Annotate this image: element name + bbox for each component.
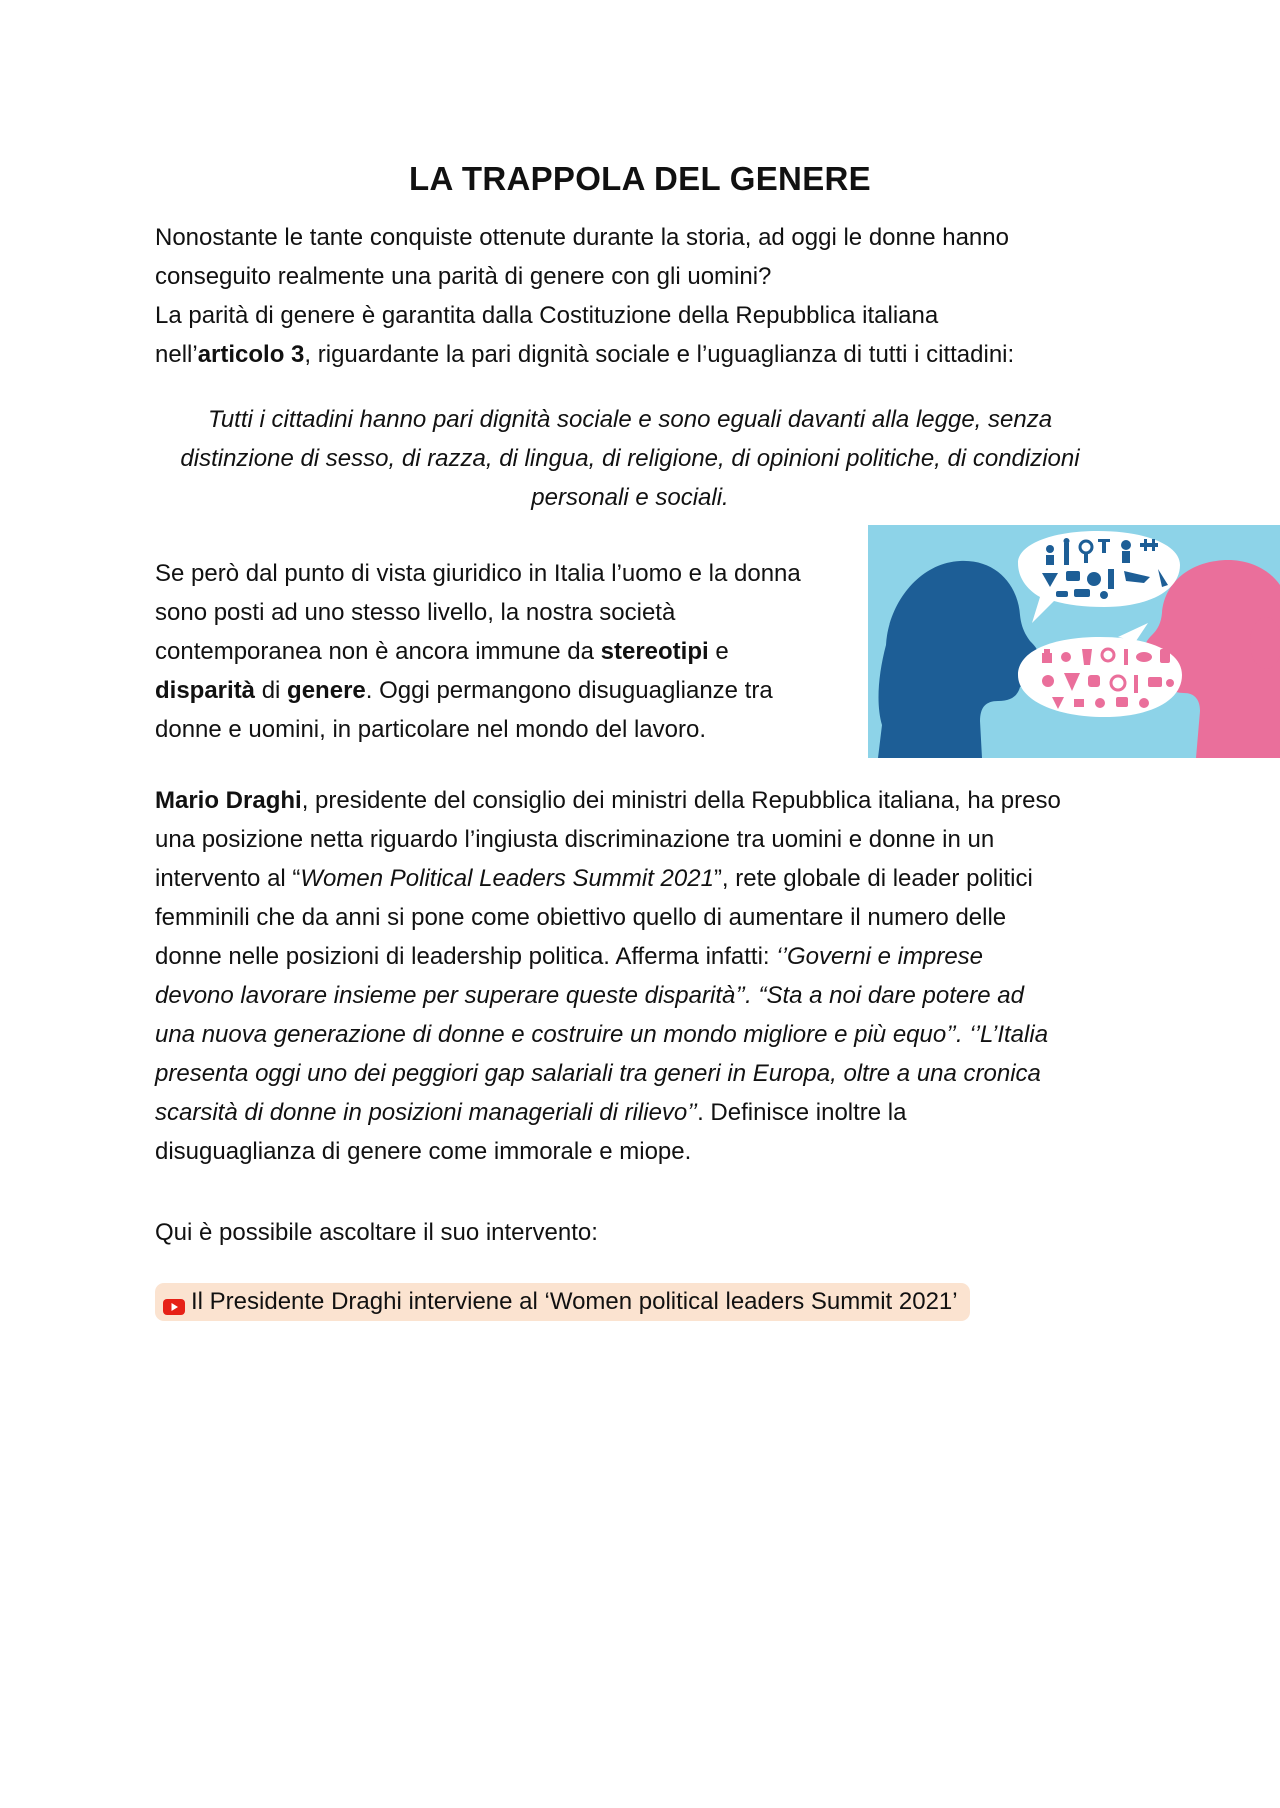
paragraph-line: femminili che da anni si pone come obiettivo quello di aumentare il numero delle	[155, 904, 1007, 931]
paragraph-line: sono posti ad uno stesso livello, la nostra società	[155, 599, 676, 626]
paragraph-text: e	[708, 638, 729, 665]
intro-line: La parità di genere è garantita dalla Costituzione della Repubblica italiana	[155, 302, 939, 329]
paragraph-text: contemporanea non è ancora immune da	[155, 638, 601, 665]
paragraph-line	[155, 859, 1135, 898]
intro-line	[155, 335, 1135, 374]
intro-paragraph	[155, 218, 1135, 374]
video-link-chip[interactable]	[155, 1283, 970, 1321]
draghi-paragraph	[155, 781, 1135, 1171]
constitution-quote	[150, 400, 1110, 517]
keyword-genere: genere	[287, 677, 366, 704]
keyword-stereotipi: stereotipi	[600, 638, 709, 665]
paragraph-text: di	[255, 677, 288, 704]
summit-name: Women Political Leaders Summit 2021	[300, 865, 714, 892]
paragraph-line	[155, 671, 855, 710]
paragraph-line	[155, 781, 1135, 820]
quote-line: distinzione di sesso, di razza, di lingua, di religione, di opinioni politiche, di condizioni	[180, 445, 1080, 472]
paragraph-line: disuguaglianza di genere come immorale e miope.	[155, 1138, 692, 1165]
paragraph-line: una posizione netta riguardo l’ingiusta discriminazione tra uomini e donne in un	[155, 826, 995, 853]
paragraph-text: , presidente del consiglio dei ministri della Repubblica italiana, ha preso	[301, 787, 1061, 814]
paragraph-line: Se però dal punto di vista giuridico in Italia l’uomo e la donna	[155, 560, 801, 587]
paragraph-text: . Oggi permangono disuguaglianze tra	[365, 677, 773, 704]
article-reference: articolo 3	[197, 341, 305, 368]
paragraph-text: ”, rete globale di leader politici	[713, 865, 1033, 892]
quote-text: ‘’Governi e imprese	[776, 943, 984, 970]
intro-line: Nonostante le tante conquiste ottenute durante la storia, ad oggi le donne hanno	[155, 224, 1009, 251]
quote-text: presenta oggi uno dei peggiori gap salariali tra generi in Europa, oltre a una cronica	[155, 1060, 1041, 1087]
paragraph-line: donne e uomini, in particolare nel mondo del lavoro.	[155, 716, 707, 743]
paragraph-line	[155, 937, 1135, 976]
quote-line: personali e sociali.	[531, 484, 729, 511]
intro-line: conseguito realmente una parità di genere con gli uomini?	[155, 263, 772, 290]
video-link-label[interactable]: Il Presidente Draghi interviene al ‘Women political leaders Summit 2021’	[191, 1288, 958, 1315]
paragraph-line	[155, 1015, 1135, 1054]
intro-text: , riguardante la pari dignità sociale e l’uguaglianza di tutti i cittadini:	[304, 341, 1015, 368]
stereotypes-paragraph	[155, 554, 855, 749]
access-text: Qui è possibile ascoltare il suo intervento:	[155, 1219, 598, 1246]
quote-text: una nuova generazione di donne e costruire un mondo migliore e più equo’’. ‘’L’Italia	[155, 1021, 1049, 1048]
keyword-disparita: disparità	[155, 677, 256, 704]
paragraph-line	[155, 632, 855, 671]
paragraph-text: intervento al “	[155, 865, 301, 892]
paragraph-line	[155, 1093, 1135, 1132]
intro-text: nell’	[155, 341, 198, 368]
quote-text: scarsità di donne in posizioni manageriali di rilievo’’	[155, 1099, 698, 1126]
page-title: LA TRAPPOLA DEL GENERE	[409, 160, 871, 197]
youtube-icon	[163, 1294, 185, 1310]
quote-line: Tutti i cittadini hanno pari dignità sociale e sono eguali davanti alla legge, senza	[207, 406, 1053, 433]
person-name: Mario Draghi	[155, 787, 302, 814]
paragraph-line	[155, 1054, 1135, 1093]
paragraph-line	[155, 976, 1135, 1015]
paragraph-text: donne nelle posizioni di leadership politica. Afferma infatti:	[155, 943, 777, 970]
paragraph-text: . Definisce inoltre la	[697, 1099, 907, 1126]
quote-text: devono lavorare insieme per superare queste disparità’’. “Sta a noi dare potere ad	[155, 982, 1024, 1009]
gender-dialogue-illustration	[868, 525, 1280, 758]
